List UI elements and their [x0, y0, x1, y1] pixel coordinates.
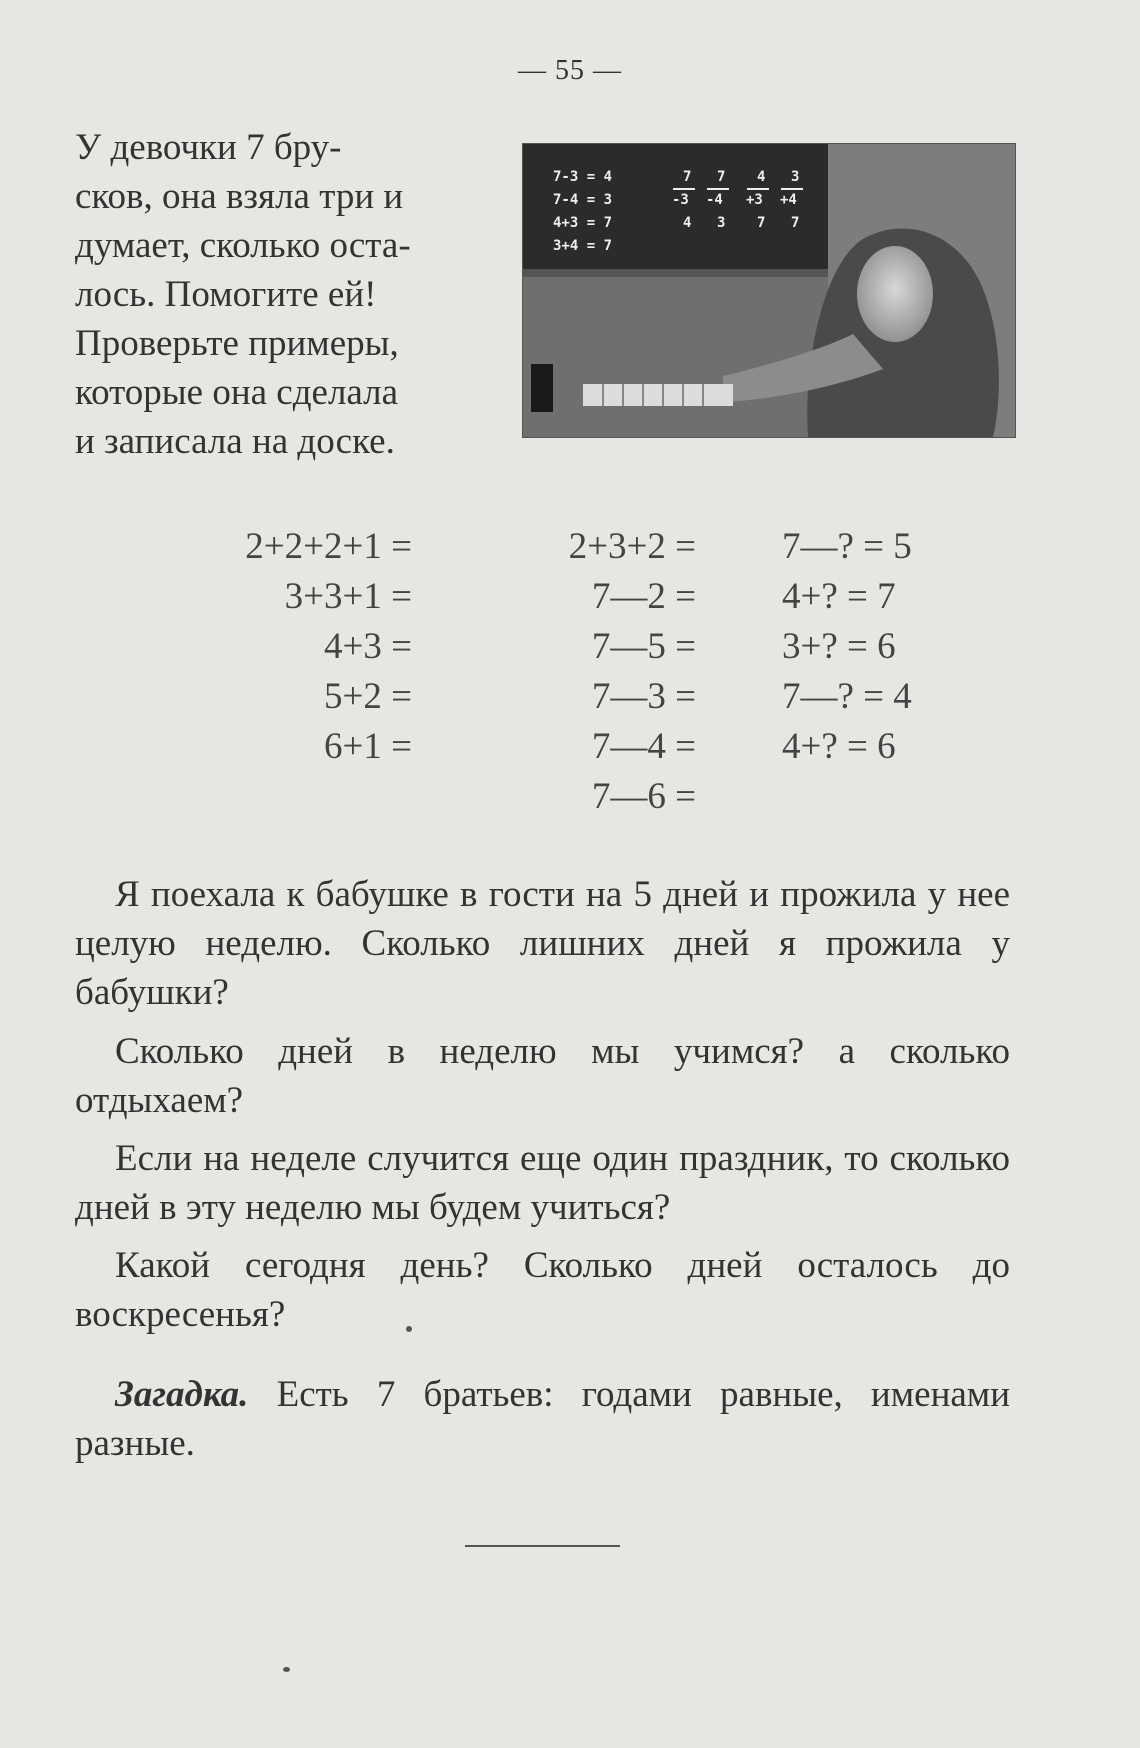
board-stack-op: -3 — [672, 192, 689, 208]
board-stack-top: 4 — [757, 169, 766, 185]
sum-item: 3+? = 6 — [782, 626, 896, 667]
board-stack-op: +4 — [780, 192, 797, 208]
paragraph-text: Я поехала к бабушке в гости на 5 дней и прожила у нее целую неделю. Сколько лишних дней я прожила у бабушки? — [75, 874, 1010, 1013]
intro-line: которые она сделала — [75, 372, 399, 413]
sum-item: 7—2 = — [591, 576, 696, 617]
sums-column-2 — [569, 522, 696, 822]
sums-column-3 — [782, 522, 912, 772]
sum-item: 4+? = 7 — [782, 576, 896, 617]
intro-line: У девочки 7 бру- — [75, 127, 342, 168]
paragraph-today — [75, 1241, 1010, 1339]
intro-line: и записала на доске. — [75, 421, 395, 462]
board-stack-result: 3 — [717, 215, 726, 231]
sum-item: 2+3+2 = — [568, 526, 696, 567]
sum-item: 7—3 = — [591, 676, 696, 717]
board-stack-top: 7 — [717, 169, 726, 185]
blocks-row — [583, 384, 733, 406]
riddle-text: Есть 7 братьев: годами равные, именами разные. — [75, 1374, 1011, 1464]
paragraph-school-days — [75, 1027, 1010, 1125]
paragraph-text: Какой сегодня день? Сколько дней осталось до воскресенья? — [75, 1245, 1010, 1335]
sum-item: 6+1 = — [324, 726, 412, 767]
intro-text — [75, 123, 487, 466]
sum-item: 7—4 = — [591, 726, 696, 767]
page-number: — 55 — — [518, 55, 622, 86]
sum-item: 3+3+1 = — [284, 576, 412, 617]
intro-line: думает, сколько оста- — [75, 225, 411, 266]
ink-speck — [283, 1667, 290, 1672]
intro-line: сков, она взяла три и — [75, 176, 404, 217]
intro-line: Проверьте примеры, — [75, 323, 399, 364]
sum-item: 2+2+2+1 = — [245, 526, 412, 567]
board-stack-top: 7 — [683, 169, 692, 185]
board-stack-op: +3 — [746, 192, 763, 208]
board-eq: 4+3 = 7 — [553, 215, 613, 231]
intro-line: лось. Помогите ей! — [75, 274, 377, 315]
board-stack-result: 7 — [757, 215, 766, 231]
paragraph-holiday — [75, 1134, 1010, 1232]
riddle-title: Загадка. — [115, 1374, 249, 1415]
ink-speck — [406, 1326, 412, 1332]
sum-item: 4+? = 6 — [782, 726, 896, 767]
board-stack-result: 4 — [683, 215, 692, 231]
board-stack-result: 7 — [791, 215, 800, 231]
sum-item: 5+2 = — [324, 676, 412, 717]
board-eq: 3+4 = 7 — [553, 238, 613, 254]
board-stack-op: -4 — [706, 192, 723, 208]
paragraph-text: Сколько дней в неделю мы учимся? а сколько отдыхаем? — [75, 1031, 1010, 1121]
block — [531, 364, 553, 412]
sum-item: 4+3 = — [324, 626, 412, 667]
riddle — [75, 1370, 1010, 1468]
girl-face — [857, 246, 933, 342]
board-eq: 7-3 = 4 — [553, 169, 613, 185]
sums-column-1 — [245, 522, 412, 772]
paragraph-grandma-visit — [75, 870, 1010, 1017]
closing-rule — [465, 1545, 620, 1547]
girl-at-blackboard-photo — [522, 143, 1016, 438]
sum-item: 7—5 = — [591, 626, 696, 667]
board-stack-top: 3 — [791, 169, 800, 185]
sum-item: 7—? = 5 — [782, 526, 912, 567]
sum-item: 7—6 = — [591, 776, 696, 817]
paragraph-text: Если на неделе случится еще один праздник, то сколько дней в эту неделю мы будем учиться? — [75, 1138, 1010, 1228]
board-eq: 7-4 = 3 — [553, 192, 613, 208]
sum-item: 7—? = 4 — [782, 676, 912, 717]
